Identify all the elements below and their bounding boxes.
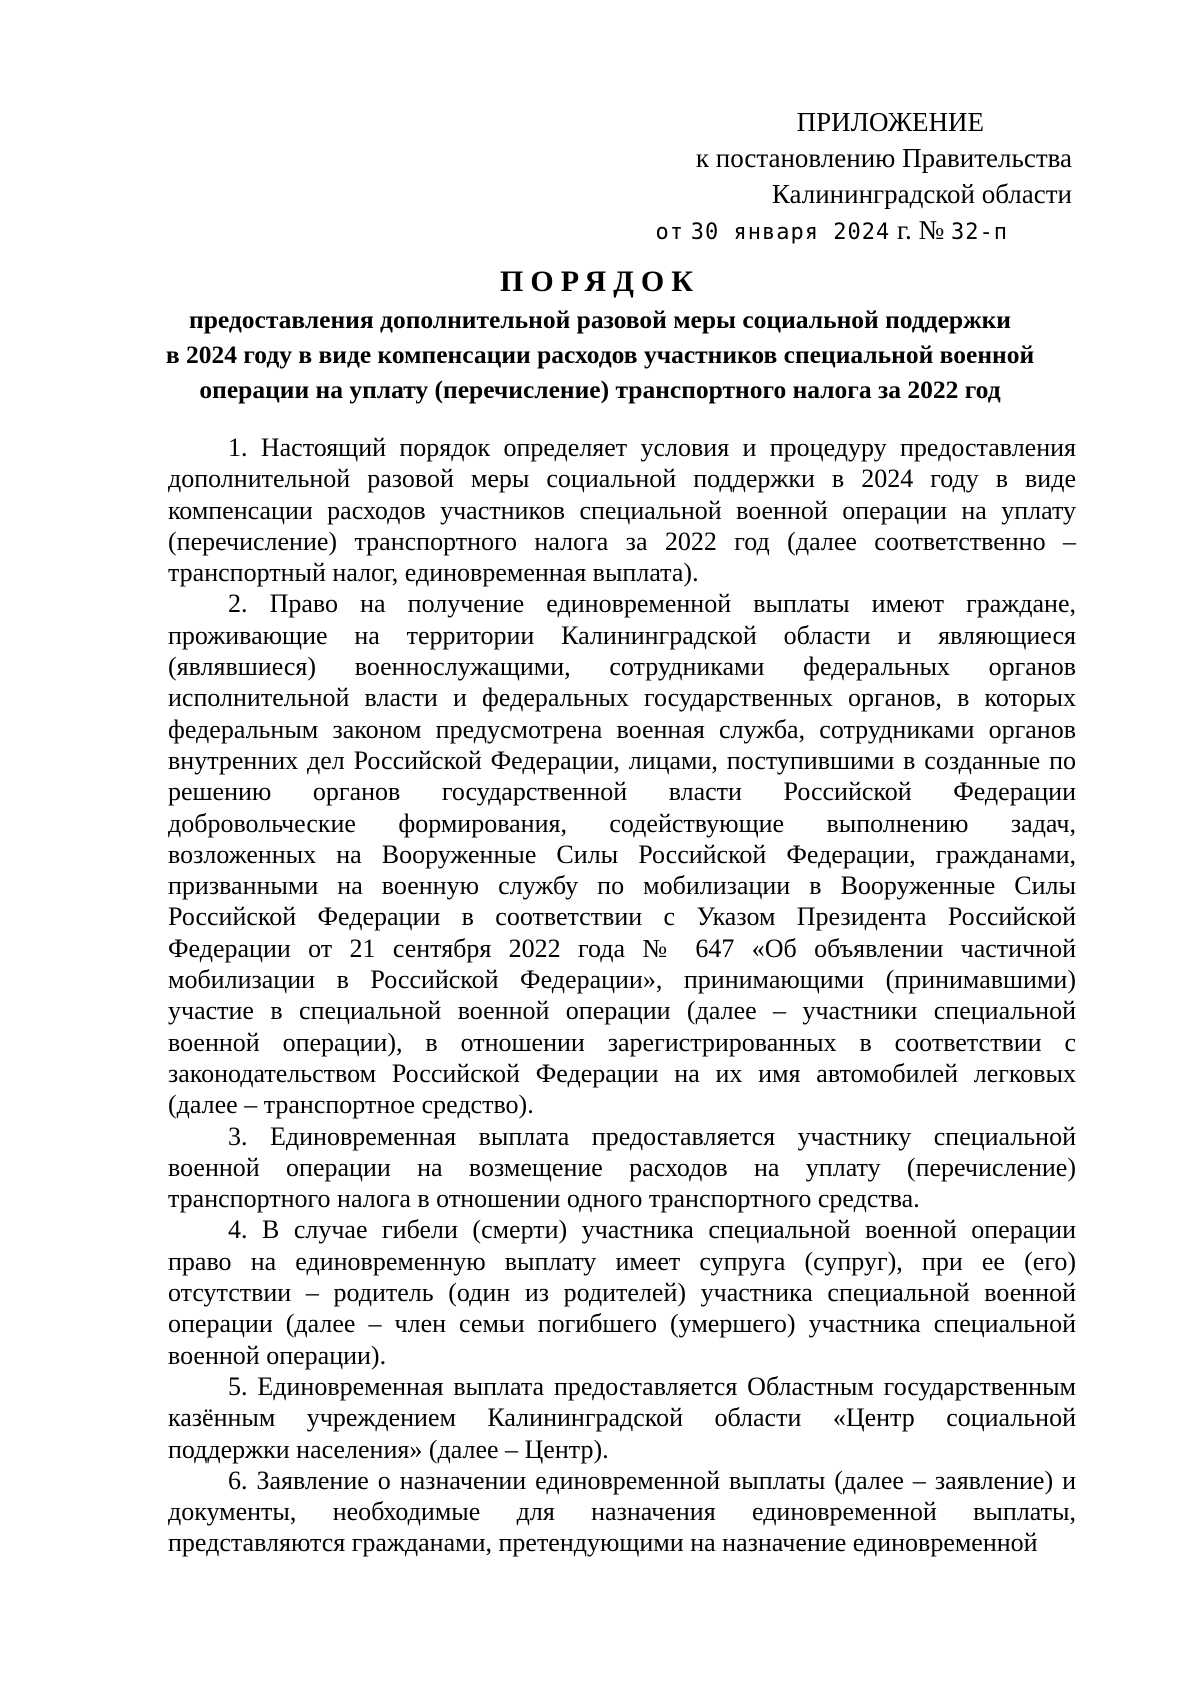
resolution-number: 32-п [951, 220, 1008, 245]
title-line-2: в 2024 году в виде компенсации расходов участников специальной военной [165, 340, 1035, 369]
title-main: ПОРЯДОК [500, 265, 700, 298]
date-value: 30 января 2024 [690, 220, 891, 245]
document-title [140, 262, 1060, 407]
paragraph-1: 1. Настоящий порядок определяет условия и процедуру предоставления дополнительной разовой меры социальной поддержки в 2024 году в виде компенсации расходов участников специальной военной операции на уплату (перечисление) транспортного налога за 2022 год (далее соответственно – транспортный налог, единовременная выплата). [168, 433, 1076, 588]
title-line-3: операции на уплату (перечисление) транспортного налога за 2022 год [199, 375, 1001, 404]
date-prefix: от [655, 220, 685, 245]
appendix-label: ПРИЛОЖЕНИЕ [796, 107, 984, 137]
date-year-suffix: г. № [896, 215, 945, 245]
paragraph-5: 5. Единовременная выплата предоставляется Областным государственным казённым учреждением Калининградской области «Центр социальной поддержки населения» (далее – Центр). [168, 1371, 1076, 1464]
document-body [168, 432, 1076, 1559]
appendix-region-line: Калининградской области [771, 179, 1072, 209]
title-line-1: предоставления дополнительной разовой меры социальной поддержки [189, 305, 1011, 334]
paragraph-4: 4. В случае гибели (смерти) участника специальной военной операции право на единовременную выплату имеет супруга (супруг), при ее (его) отсутствии – родитель (один из родителей) участника специальной военной операции (далее – член семьи погибшего (умершего) участника специальной военной операции). [168, 1215, 1076, 1370]
paragraph-2: 2. Право на получение единовременной выплаты имеют граждане, проживающие на территории Калининградской области и являющиеся (являвшиеся) военнослужащими, сотрудниками федеральных органов исполнительной власти и федеральных государственных органов, в которых федеральным законом предусмотрена военная служба, сотрудниками органов внутренних дел Российской Федерации, лицами, поступившими в созданные по решению органов государственной власти Российской Федерации добровольческие формирования, содействующие выполнению задач, возложенных на Вооруженные Силы Российской Федерации, гражданами, призванными на военную службу по мобилизации в Вооруженные Силы Российской Федерации в соответствии с Указом Президента Российской Федерации от 21 сентября 2022 года № 647 «Об объявлении частичной мобилизации в Российской Федерации», принимающими (принимавшими) участие в специальной военной операции (далее – участники специальной военной операции), в отношении зарегистрированных в соответствии с законодательством Российской Федерации на их имя автомобилей легковых (далее – транспортное средство). [168, 589, 1076, 1120]
paragraph-6: 6. Заявление о назначении единовременной выплаты (далее – заявление) и документы, необходимые для назначения единовременной выплаты, представляются гражданами, претендующими на назначение единовременной [168, 1465, 1076, 1558]
appendix-resolution-line: к постановлению Правительства [695, 143, 1072, 173]
appendix-date-line [612, 212, 1072, 251]
appendix-header [612, 104, 1072, 251]
paragraph-3: 3. Единовременная выплата предоставляется участнику специальной военной операции на возмещение расходов на уплату (перечисление) транспортного налога в отношении одного транспортного средства. [168, 1121, 1076, 1214]
